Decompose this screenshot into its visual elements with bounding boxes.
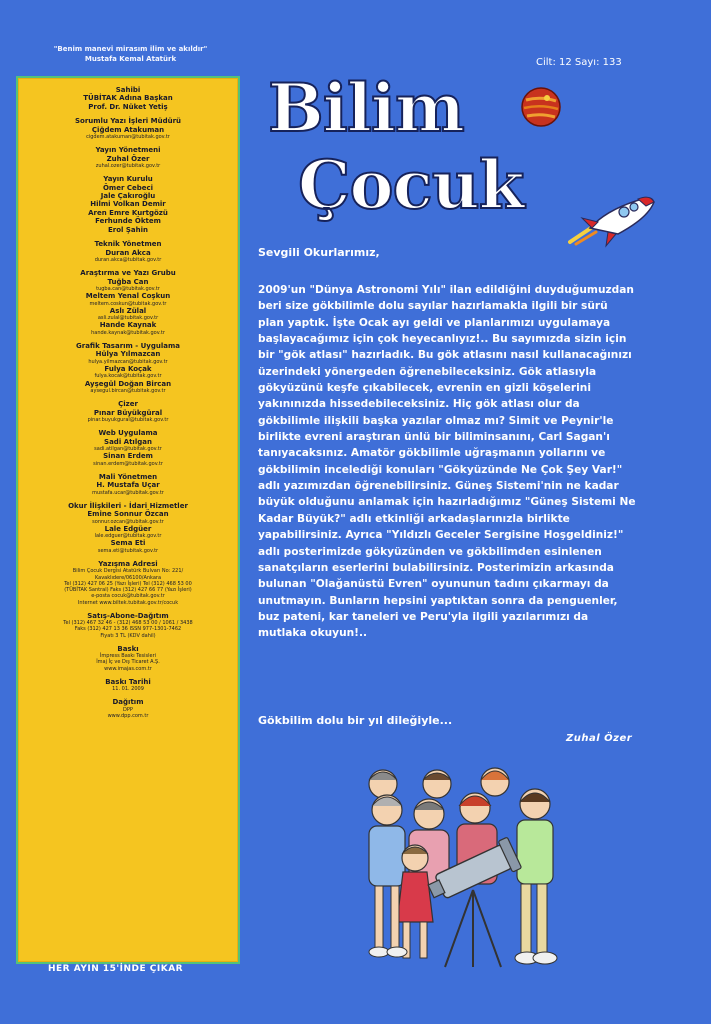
masthead-group [25,645,231,672]
masthead-line: lale.edguer@tubitak.gov.tr [94,533,162,540]
masthead-line: Hande Kaynak [99,321,157,330]
masthead-line: zuhal.ozer@tubitak.gov.tr [95,163,161,170]
masthead-line: Ferhunde Öktem [95,217,161,226]
masthead-line: Meltem Yenal Coşkun [85,292,171,301]
masthead-group [25,502,231,554]
masthead-line: fulya.kocak@tubitak.gov.tr [94,373,162,380]
masthead-line: Hülya Yılmazcan [95,350,161,359]
masthead-line: Sadi Atılgan [104,437,152,446]
masthead-group [25,269,231,336]
logo-word-bilim: Bilim [268,69,464,147]
letter-line: mutlaka okuyun!.. [258,627,368,640]
masthead-group [25,560,231,606]
masthead-line: www.imajas.com.tr [104,665,152,672]
masthead-panel [18,78,238,962]
letter-line: plan yaptık. İşte Ocak ayı geldi ve planlarımızı uygulamaya [258,316,611,329]
letter-line: tanıyacaksınız. Amatör gökbilimle uğraşmanın yollarını ve [258,447,606,460]
masthead-heading: Okur İlişkileri - İdari Hizmetler [68,501,188,510]
letter-signature: Zuhal Özer [566,733,633,744]
masthead-heading: Sahibi [115,86,141,94]
masthead-line: pinar.buyukgural@tubitak.gov.tr [87,417,169,423]
masthead-line: DPP [123,706,133,713]
masthead-line: Duran Akca [105,248,151,257]
letter-greeting: Sevgili Okurlarımız, [258,246,380,259]
masthead-line: Pınar Büyükgüral [93,408,163,417]
letter-line: bulunan "Olağanüstü Evren" oyununun tadını çıkarmayı da [258,578,609,591]
letter-line: buz pateni, kar taneleri ve Peru'yla ilgili yazılarımızı da [258,610,589,623]
masthead-group [25,698,231,719]
masthead-line: e-posta cocuk@tubitak.gov.tr [91,593,165,600]
masthead-heading: Web Uygulama [98,429,158,438]
masthead-line: Çiğdem Atakuman [91,125,165,134]
masthead-group [25,240,231,263]
masthead-heading: Baskı [117,644,139,653]
masthead-line: sema.eti@tubitak.gov.tr [97,547,159,554]
letter-line: Kadar Büyük?" adlı etkinliği arkadaşlarınızla birlikte [258,512,570,525]
masthead-group [25,86,231,111]
masthead-heading: Yazışma Adresi [98,560,158,569]
masthead-heading: Satış-Abone-Dağıtım [87,611,169,620]
masthead-line: hulya.yilmazcan@tubitak.gov.tr [88,358,168,365]
masthead-line: Aren Emre Kurtgözü [88,208,168,217]
masthead-group [25,612,231,639]
masthead-line: cigdem.atakuman@tubitak.gov.tr [86,134,170,141]
masthead-line: Internet www.biltek.tubitak.gov.tr/cocuk [77,599,179,606]
masthead-line: Ömer Cebeci [102,183,154,192]
masthead-line: sinan.erdem@tubitak.gov.tr [93,460,163,467]
letter-line: sanatçıların eserlerini bulabilirsiniz. Posterimizin arkasında [258,561,614,574]
masthead-heading: Yayın Kurulu [103,175,153,184]
motto-line-1: "Benim manevi mirasım ilim ve akıldır" [53,45,208,53]
masthead-line: www.dpp.com.tr [107,712,149,719]
masthead-heading: Mali Yönetmen [98,472,158,481]
masthead-line: mustafa.ucar@tubitak.gov.tr [92,489,164,496]
letter-line: yapabilirsiniz. Ayrıca "Yıldızlı Geceler Sergisine Hoşgeldiniz!" [258,529,624,542]
masthead-line: sonnur.ozcan@tubitak.gov.tr [92,518,164,525]
masthead-line: Hilmi Volkan Demir [90,200,166,209]
masthead-line: Tuğba Can [107,277,149,286]
masthead-heading: Baskı Tarihi [105,677,151,686]
letter-line: unutmayın. Bunların hepsini yaptıktan sonra da penguenler, [258,594,618,607]
letter-line: beri size gökbilimle dolu sayılar hazırlamakla ilgili bir sürü [258,300,608,313]
masthead-heading: Dağıtım [112,698,144,707]
masthead-group [25,678,231,693]
letter-line: gökyüzünü keşfe çıkabilecek, evrenin en gizli köşelerini [258,382,591,395]
letter-body [258,282,658,642]
masthead-heading: Çizer [118,400,138,409]
letter-line: adlı yazımızdan öğrenebilirsiniz. Güneş Sistemi'nin ne kadar [258,480,619,493]
masthead-heading: Grafik Tasarım - Uygulama [76,341,180,350]
masthead-heading: Teknik Yönetmen [94,240,162,249]
masthead-line: TÜBİTAK Adına Başkan [83,94,173,103]
masthead-line: Sema Eti [110,539,146,548]
masthead-line: 11. 01. 2009 [112,686,144,693]
masthead-line: asli.zulal@tubitak.gov.tr [97,315,159,322]
masthead-line: Fulya Koçak [104,364,152,373]
motto [18,44,243,64]
masthead-heading: Sorumlu Yazı İşleri Müdürü [74,117,182,126]
masthead-line: sadi.atilgan@tubitak.gov.tr [94,446,162,453]
masthead-line: Tel (312) 467 32 46 - (312) 468 53 00 / 1061 / 3438 [63,620,193,627]
masthead-line: H. Mustafa Uçar [96,481,160,490]
masthead-line: duran.akca@tubitak.gov.tr [94,256,162,263]
letter-line: başlayacağımız için çok heyecanlıyız!.. Bu sayımızda sizin için [258,333,627,346]
masthead-line: Kavaklıdere/06100/Ankara [94,574,162,581]
logo-word-cocuk: Çocuk [298,146,524,224]
masthead-line: Jale Çakıroğlu [100,192,156,201]
masthead-line: Tel (312) 427 06 25 (Yazı İşleri) Tel (312) 468 53 00 [64,580,192,587]
masthead-line: Fiyatı 3 TL (KDV dahil) [100,632,156,639]
masthead-line: İmaj İç ve Dış Ticaret A.Ş. [96,659,160,666]
planet-icon [520,86,562,128]
motto-line-2: Mustafa Kemal Atatürk [84,55,177,63]
masthead-group [25,400,231,423]
masthead-line: Emine Sonnur Özcan [87,510,169,519]
masthead-line: Sinan Erdem [103,452,153,461]
letter-line: adlı posterimizde gökyüzünden ve gökbilimden esinlenen [258,545,602,558]
masthead-line: Erol Şahin [107,225,148,234]
masthead-group [25,473,231,496]
masthead-line: Bilim Çocuk Dergisi Atatürk Bulvarı No: 221/ [72,568,184,575]
letter-line: 2009'un "Dünya Astronomi Yılı" ilan edildiğini duyduğumuzdan [258,284,634,296]
letter-line: gökbilimin incelediği konuları "Gökyüzünde Ne Çok Şey Var!" [258,463,623,476]
masthead-group [25,175,231,234]
issue-label: Cilt: 12 Sayı: 133 [536,57,622,68]
letter-line: büyük olduğunu anlamak için hazırladığımız "Güneş Sistemi Ne [258,496,636,509]
publication-frequency: HER AYIN 15'İNDE ÇIKAR [48,964,184,974]
letter-line: üzerindeki yönergeden öğrenebileceksiniz. Gök atlasıyla [258,365,597,378]
masthead-line: Zuhal Özer [106,154,150,163]
masthead-heading: Yayın Yönetmeni [95,146,161,155]
letter-line: gökbilimle ilişkili başka yazılar olmaz mı? Simit ve Peynir'le [258,414,614,427]
masthead-heading: Araştırma ve Yazı Grubu [80,269,176,278]
masthead-line: İmpress Baskı Tesisleri [99,653,157,660]
masthead-group [25,146,231,169]
letter-line: birlikte evreni araştıran ünlü bir biliminsanını, Carl Sagan'ı [258,431,610,444]
masthead-line: hande.kaynak@tubitak.gov.tr [91,329,165,336]
masthead-line: tugba.can@tubitak.gov.tr [96,285,160,292]
masthead-line: aysegul.bircan@tubitak.gov.tr [90,387,166,394]
letter-line: bir "gök atlası" hazırladık. Bu gök atlasını nasıl kullanacağınızı [258,349,632,362]
masthead-group [25,117,231,140]
masthead-group [25,342,231,394]
rocket-icon [568,188,660,248]
masthead-line: meltem.coskun@tubitak.gov.tr [89,300,167,307]
children-telescope-illustration [345,762,565,977]
masthead-line: Aslı Zülal [109,306,147,315]
letter-line: yakınınızda hissedebileceksiniz. Hiç gök atlası olur da [258,398,580,411]
masthead-line: Lale Edgüer [104,524,152,533]
masthead-line: (TÜBİTAK Santral) Faks (312) 427 66 77 (Yazı İşleri) [64,587,192,594]
masthead-line: Faks (312) 427 13 36 ISSN 977-1301-7462 [74,626,182,633]
masthead-line: Ayşegül Doğan Bircan [84,379,172,388]
masthead-group [25,429,231,467]
letter-closing: Gökbilim dolu bir yıl dileğiyle... [258,714,453,727]
masthead-line: Prof. Dr. Nüket Yetiş [88,102,168,111]
